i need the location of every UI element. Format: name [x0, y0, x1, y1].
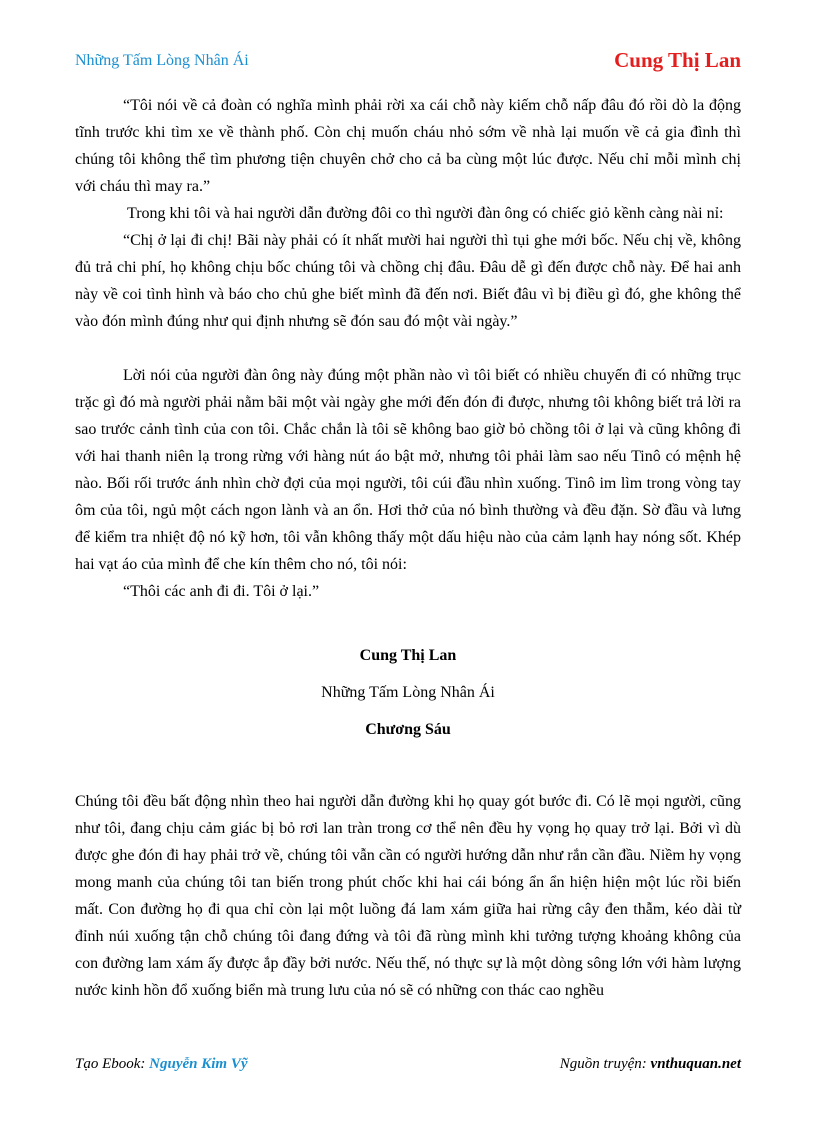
spacer [75, 748, 741, 788]
footer-source-credit [560, 1056, 741, 1073]
footer-source-label: Nguồn truyện [559, 1056, 642, 1072]
paragraph: “Chị ở lại đi chị! Bãi này phải có ít nhất mười hai người thì tụi ghe mới bốc. Nếu chị về, không đủ trả chi phí, họ không chịu bốc chúng tôi và chồng chị đâu. Đâu dễ gì đến được chỗ này. Để hai anh này về coi tình hình và báo cho chủ ghe biết mình đã đến nơi. Biết đâu vì bị điều gì đó, ghe không thể vào đón mình đúng như qui định nhưng sẽ đón sau đó một vài ngày.” [75, 232, 741, 330]
paragraph: Trong khi tôi và hai người dẫn đường đôi co thì người đàn ông có chiếc giỏ kềnh càng nài nỉ: [127, 205, 724, 222]
footer-ebook-label: Tạo Ebook [75, 1056, 141, 1072]
footer-source-site: vnthuquan.net [650, 1056, 741, 1072]
paragraph: Chúng tôi đều bất động nhìn theo hai người dẫn đường khi họ quay gót bước đi. Có lẽ mọi người, cũng như tôi, đang chịu cảm giác bị bỏ rơi lan tràn trong cơ thể nên đều hy vọng họ quay trở lại. Bởi vì dù được ghe đón đi hay phải trở về, chúng tôi vẫn cần có người hướng dẫn như rắn cần đầu. Niềm hy vọng mong manh của chúng tôi tan biến trong phút chốc khi hai cái bóng ẩn ẩn hiện hiện một lúc rồi biến mất. Con đường họ đi qua chỉ còn lại một luồng đá lam xám giữa hai rừng cây đen thẫm, kéo dài từ đỉnh núi xuống tận chỗ chúng tôi đang đứng và tôi đã rùng mình khi tưởng tượng khoảng không của con đường lam xám ấy được ắp đầy bởi nước. Nếu thế, nó thực sự là một dòng sông lớn với hàm lượng nước kinh hồn đổ xuống biển mà trung lưu của nó sẽ có những con thác cao nghều [75, 793, 741, 999]
chapter-book-title: Những Tấm Lòng Nhân Ái [321, 684, 495, 701]
header-author: Cung Thị Lan [614, 48, 741, 72]
paragraph: Lời nói của người đàn ông này đúng một phần nào vì tôi biết có nhiều chuyến đi có những trục trặc gì đó mà người phải nằm bãi một vài ngày ghe mới đến đón đi được, nhưng tôi không biết trả lời ra sao trước cảnh tình của con tôi. Chắc chắn là tôi sẽ không bao giờ bỏ chồng tôi ở lại và cũng không đi với hai thanh niên lạ trong rừng với hàng nút áo bật mở, nhưng tôi phải làm sao nếu Tinô có mệnh hệ nào. Bối rối trước ánh nhìn chờ đợi của mọi người, tôi cúi đầu nhìn xuống. Tinô im lìm trong vòng tay ôm của tôi, ngủ một cách ngon lành và an ổn. Hơi thở của nó bình thường và đều đặn. Sờ đầu và lưng để kiểm tra nhiệt độ nó kỹ hơn, tôi vẫn không thấy một dấu hiệu nào của cảm lạnh hay nóng sốt. Khép hai vạt áo của mình để che kín thêm cho nó, tôi nói: [75, 367, 741, 573]
header-book-title: Những Tấm Lòng Nhân Ái [75, 52, 249, 69]
footer-source-sep: : [641, 1056, 651, 1072]
chapter-title: Chương Sáu [365, 721, 451, 738]
spacer [75, 335, 741, 362]
chapter-heading [75, 637, 741, 748]
footer-ebook-credit [75, 1056, 248, 1073]
paragraph: “Tôi nói về cả đoàn có nghĩa mình phải rời xa cái chỗ này kiếm chỗ nấp đâu đó rồi dò la động tĩnh trước khi tìm xe về thành phố. Còn chị muốn cháu nhỏ sớm về nhà lại muốn về cả gia đình thì chúng tôi không thể tìm phương tiện chuyên chở cho cả ba cùng một lúc được. Nếu chỉ mỗi mình chị với cháu thì may ra.” [75, 97, 741, 195]
footer-ebook-name: Nguyễn Kim Vỹ [149, 1056, 248, 1072]
page-content [75, 92, 741, 1004]
paragraph: “Thôi các anh đi đi. Tôi ở lại.” [123, 583, 320, 600]
footer-ebook-sep: : [140, 1056, 150, 1072]
chapter-author: Cung Thị Lan [359, 647, 457, 664]
